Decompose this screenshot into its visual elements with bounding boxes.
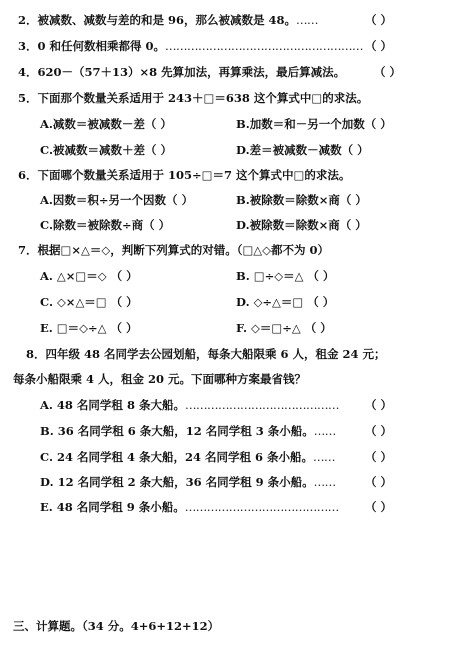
question-8-line-1: 8．四年级 48 名同学去公园划船，每条大船限乘 6 人，租金 24 元； <box>26 347 386 361</box>
option-7d[interactable]: D. ◇÷△＝□ （ ） <box>236 295 335 309</box>
answer-bracket-8c[interactable]: （ ） <box>365 450 393 464</box>
option-5a[interactable]: A.减数＝被减数－差（ ） <box>40 117 172 131</box>
option-8e[interactable]: E. 48 名同学租 9 条小船。…………………………………… <box>40 500 339 514</box>
question-6: 6．下面哪个数量关系适用于 105÷□＝7 这个算式中□的求法。 <box>18 168 351 182</box>
question-4: 4．620－（57＋13）×8 先算加法，再算乘法，最后算减法。 <box>18 65 346 79</box>
answer-bracket-8e[interactable]: （ ） <box>365 500 393 514</box>
option-5d[interactable]: D.差＝被减数－减数（ ） <box>236 143 369 157</box>
question-7: 7．根据□×△＝◇，判断下列算式的对错。（□△◇都不为 0） <box>18 243 329 257</box>
answer-bracket-8d[interactable]: （ ） <box>365 475 393 489</box>
option-6c[interactable]: C.除数＝被除数÷商（ ） <box>40 218 171 232</box>
question-8-line-2: 每条小船限乘 4 人，租金 20 元。下面哪种方案最省钱？ <box>13 372 307 386</box>
option-8d[interactable]: D. 12 名同学租 2 条大船，36 名同学租 9 条小船。…… <box>40 475 336 489</box>
option-7c[interactable]: C. ◇×△＝□ （ ） <box>40 295 138 309</box>
question-3: 3．0 和任何数相乘都得 0。……………………………………………… <box>18 39 364 53</box>
answer-bracket-q4[interactable]: （ ） <box>374 65 402 79</box>
option-7f[interactable]: F. ◇＝□÷△ （ ） <box>236 321 332 335</box>
section-3-heading: 三、计算题。（34 分。4+6+12+12） <box>13 619 220 633</box>
option-8a[interactable]: A. 48 名同学租 8 条大船。…………………………………… <box>40 398 339 412</box>
question-5: 5．下面那个数量关系适用于 243＋□＝638 这个算式中□的求法。 <box>18 91 369 105</box>
option-5c[interactable]: C.被减数＝减数＋差（ ） <box>40 143 172 157</box>
answer-bracket-8a[interactable]: （ ） <box>365 398 393 412</box>
question-2: 2．被减数、减数与差的和是 96，那么被减数是 48。…… <box>18 13 319 27</box>
answer-bracket-8b[interactable]: （ ） <box>365 424 393 438</box>
option-6b[interactable]: B.被除数＝除数×商（ ） <box>236 193 367 207</box>
option-5b[interactable]: B.加数＝和－另一个加数（ ） <box>236 117 392 131</box>
option-6a[interactable]: A.因数＝积÷另一个因数（ ） <box>40 193 194 207</box>
answer-bracket-q3[interactable]: （ ） <box>365 39 393 53</box>
option-6d[interactable]: D.被除数＝除数×商（ ） <box>236 218 367 232</box>
answer-bracket-q2[interactable]: （ ） <box>365 13 393 27</box>
option-7e[interactable]: E. □＝◇÷△ （ ） <box>40 321 138 335</box>
option-7a[interactable]: A. △×□＝◇ （ ） <box>40 269 138 283</box>
option-8b[interactable]: B. 36 名同学租 6 条大船，12 名同学租 3 条小船。…… <box>40 424 336 438</box>
option-8c[interactable]: C. 24 名同学租 4 条大船，24 名同学租 6 条小船。…… <box>40 450 335 464</box>
option-7b[interactable]: B. □÷◇＝△ （ ） <box>236 269 335 283</box>
